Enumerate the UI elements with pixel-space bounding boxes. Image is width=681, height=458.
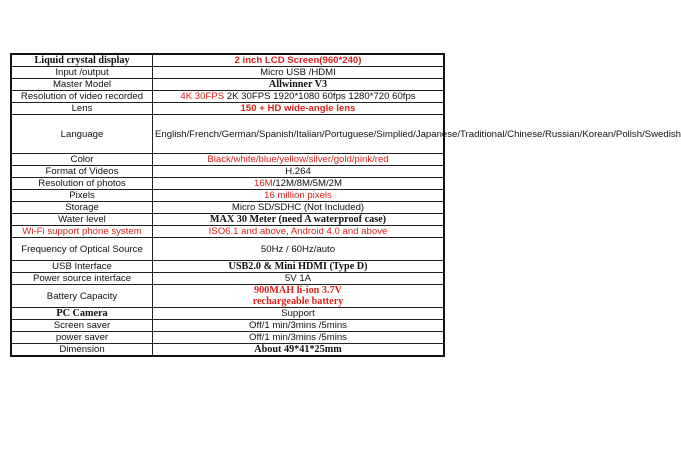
row-value: USB2.0 & Mini HDMI (Type D) [153,261,445,273]
table-row [11,115,444,154]
row-label: Water level [11,214,153,226]
row-label: USB Interface [11,261,153,273]
row-value: ISO6.1 and above, Android 4.0 and above [153,226,445,238]
table-row [11,320,444,332]
row-value [153,91,445,103]
row-value-highlight: 16M [254,178,273,189]
spec-table-container [10,53,681,357]
table-row [11,178,444,190]
row-label: Input /output [11,67,153,79]
table-row [11,190,444,202]
row-value: Support [153,308,445,320]
battery-line-1: 900MAH li-ion 3.7V [253,285,342,296]
row-value: Micro SD/SDHC (Not Included) [153,202,445,214]
table-row [11,285,444,308]
row-value: 50Hz / 60Hz/auto [153,238,445,261]
table-row [11,202,444,214]
table-row [11,332,444,344]
row-label: Liquid crystal display [11,54,153,67]
table-row [11,273,444,285]
table-row [11,79,444,91]
table-row [11,261,444,273]
table-row [11,103,444,115]
row-value: MAX 30 Meter (need A waterproof case) [153,214,445,226]
row-value: 5V 1A [153,273,445,285]
table-row [11,344,444,357]
row-label: Lens [11,103,153,115]
row-label: Master Model [11,79,153,91]
row-label: Pixels [11,190,153,202]
row-label: Power source interface [11,273,153,285]
row-label: Wi-Fi support phone system [11,226,153,238]
row-label: Frequency of Optical Source [11,238,153,261]
row-value-rest: /12M/8M/5M/2M [272,178,342,189]
table-row [11,308,444,320]
row-value-rest: 2K 30FPS 1920*1080 60fps 1280*720 60fps [224,91,416,102]
row-value [153,285,445,308]
row-value: 2 inch LCD Screen(960*240) [153,54,445,67]
row-value: 16 million pixels [153,190,445,202]
row-label: power saver [11,332,153,344]
row-value: Allwinner V3 [153,79,445,91]
row-value: Off/1 min/3mins /5mins [153,320,445,332]
row-value: English/French/German/Spanish/Italian/Portuguese/Simplied/Japanese/Traditional/Chinese/Russian/Korean/Polish/Swedish [153,115,445,154]
row-value: Micro USB /HDMI [153,67,445,79]
row-label: Color [11,154,153,166]
row-label: Dimension [11,344,153,357]
row-label: Resolution of video recorded [11,91,153,103]
table-row [11,54,444,67]
row-value: About 49*41*25mm [153,344,445,357]
table-row [11,226,444,238]
table-row [11,67,444,79]
row-value: Off/1 min/3mins /5mins [153,332,445,344]
row-label: Storage [11,202,153,214]
spec-table [10,53,681,357]
row-value [153,178,445,190]
row-value-highlight: 4K 30FPS [180,91,225,102]
row-label: Battery Capacity [11,285,153,308]
row-label: Resolution of photos [11,178,153,190]
table-row [11,91,444,103]
row-value: H.264 [153,166,445,178]
row-label: PC Camera [11,308,153,320]
table-row [11,154,444,166]
row-label: Screen saver [11,320,153,332]
table-row [11,214,444,226]
row-value: 150 + HD wide-angle lens [153,103,445,115]
battery-line-2: rechargeable battery [252,296,344,307]
row-value: Black/white/blue/yellow/silver/gold/pink/red [153,154,445,166]
row-label: Format of Videos [11,166,153,178]
table-row [11,238,444,261]
row-label: Language [11,115,153,154]
table-row [11,166,444,178]
